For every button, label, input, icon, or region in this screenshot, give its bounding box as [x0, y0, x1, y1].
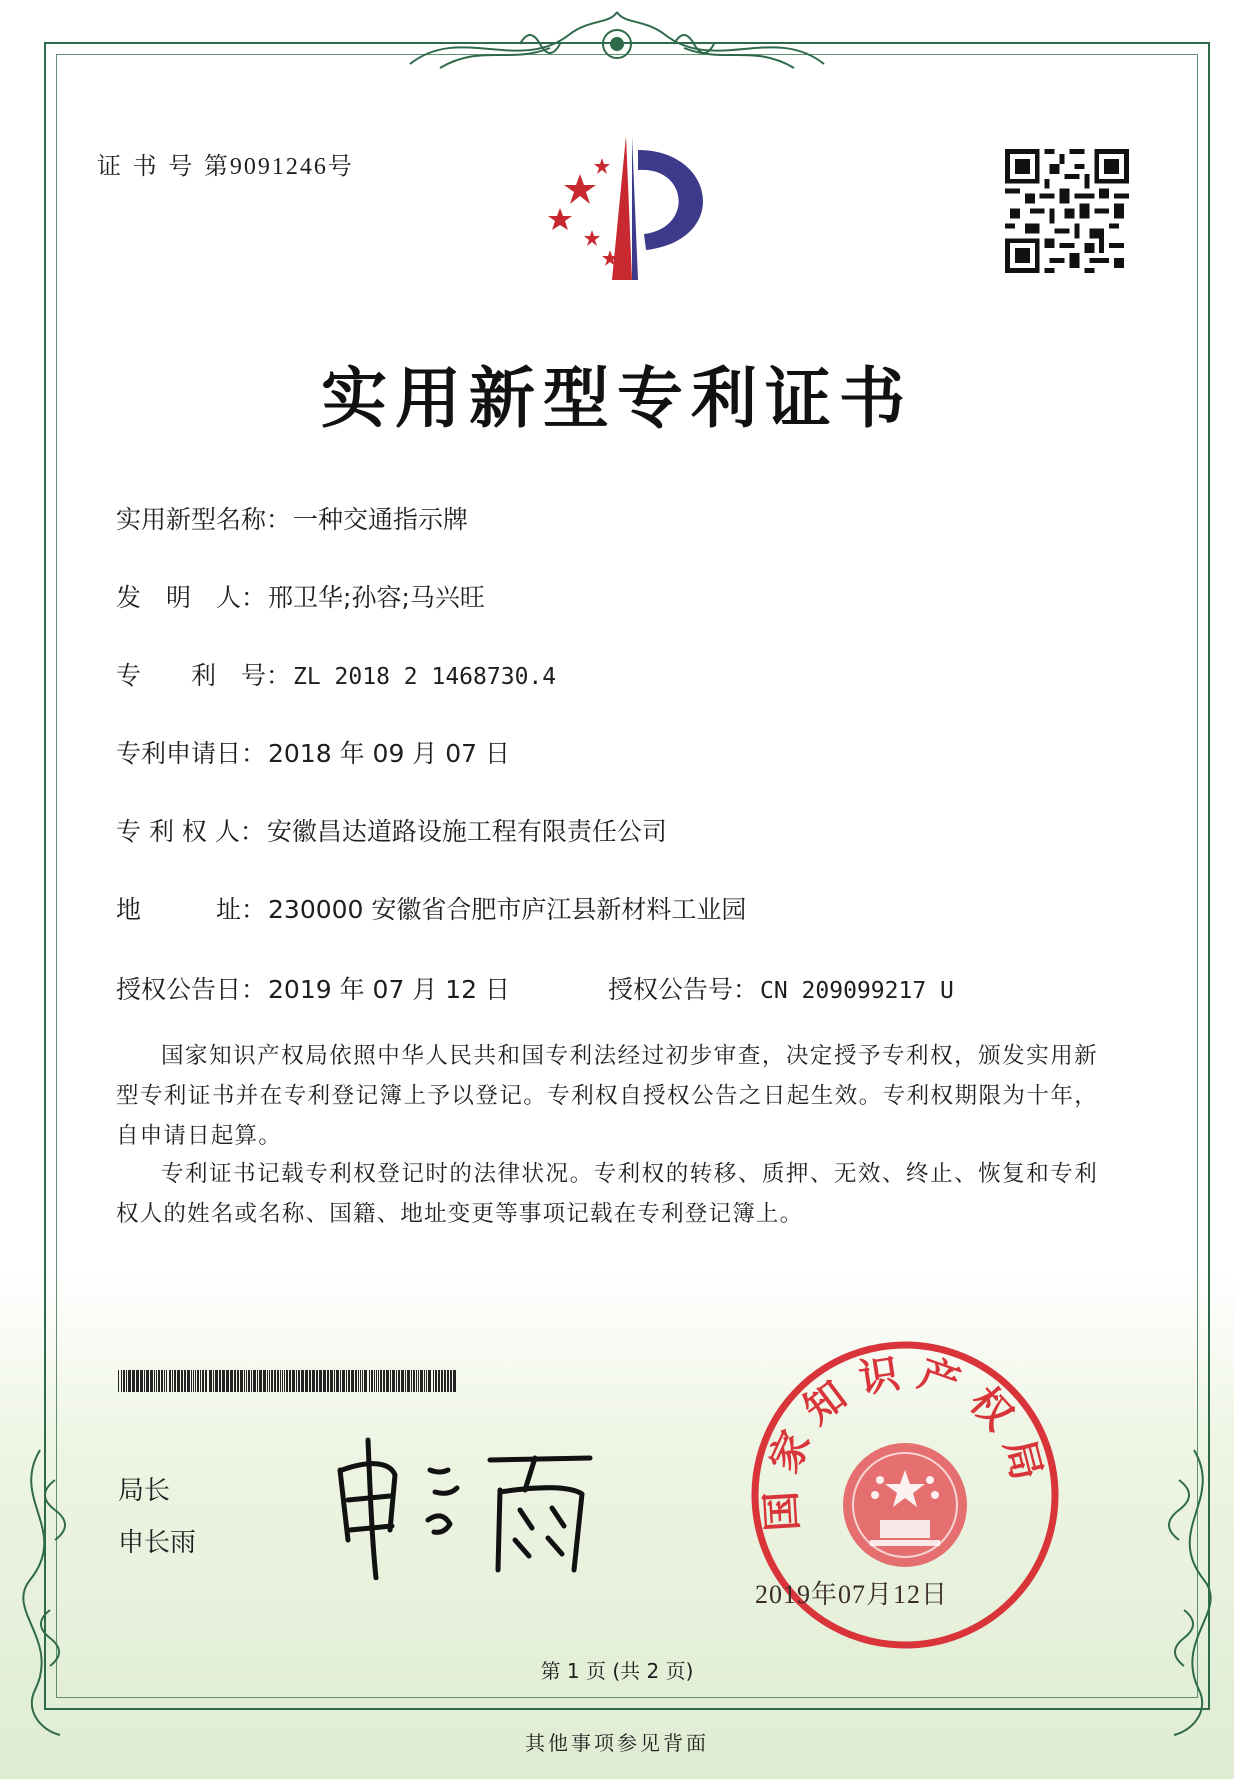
patent-no-label: 专 利 号：	[116, 661, 292, 690]
page-number: 第 1 页 (共 2 页)	[540, 1659, 694, 1683]
field-grant-date	[116, 970, 510, 1006]
certificate-number-value: 9091246	[229, 154, 328, 180]
filing-date-value: 2018 年 09 月 07 日	[268, 739, 510, 768]
field-patentee	[116, 812, 667, 848]
address-label: 地 址：	[116, 895, 267, 924]
address-value: 230000 安徽省合肥市庐江县新材料工业园	[268, 895, 747, 924]
bottom-left-ornament	[0, 1440, 90, 1740]
filing-date-label: 专利申请日：	[116, 739, 267, 768]
bottom-right-ornament	[1144, 1440, 1234, 1740]
field-address	[116, 890, 746, 926]
patent-no-value: ZL 2018 2 1468730.4	[293, 664, 557, 690]
grant-no-label: 授权公告号：	[608, 975, 759, 1004]
field-model-name	[116, 500, 468, 536]
top-ornament	[400, 4, 834, 80]
barcode	[118, 1370, 456, 1392]
field-patent-no	[116, 656, 556, 692]
certificate-number	[97, 146, 354, 181]
grant-no-value: CN 209099217 U	[760, 978, 954, 1004]
certificate-number-suffix: 号	[327, 152, 354, 180]
model-name-value: 一种交通指示牌	[293, 505, 469, 534]
signatory-name: 申长雨	[118, 1528, 197, 1558]
grant-statement-paragraph: 国家知识产权局依照中华人民共和国专利法经过初步审查，决定授予专利权，颁发实用新型专利证书并在专利登记簿上予以登记。专利权自授权公告之日起生效。专利权期限为十年，自申请日起算。	[116, 1043, 1098, 1149]
field-inventor	[116, 578, 485, 614]
patentee-label: 专 利 权 人：	[116, 817, 265, 846]
seal-text: 国家知识产权局	[757, 1348, 1054, 1533]
field-filing-date	[116, 734, 510, 770]
grant-date-label: 授权公告日：	[116, 975, 267, 1004]
handwritten-signature	[320, 1430, 610, 1580]
grant-date-value: 2019 年 07 月 12 日	[268, 975, 510, 1004]
certificate-number-prefix: 证 书 号 第	[97, 152, 230, 180]
seal-date: 2019年07月12日	[755, 1580, 949, 1609]
model-name-label: 实用新型名称：	[116, 505, 292, 534]
legal-status-paragraph: 专利证书记载专利权登记时的法律状况。专利权的转移、质押、无效、终止、恢复和专利权人的姓名或名称、国籍、地址变更等事项记载在专利登记簿上。	[116, 1161, 1098, 1227]
inventor-label: 发 明 人：	[116, 583, 267, 612]
back-side-note: 其他事项参见背面	[525, 1731, 709, 1755]
patentee-value: 安徽昌达道路设施工程有限责任公司	[266, 817, 667, 846]
certificate-title: 实用新型专利证书	[321, 360, 913, 437]
field-grant-no	[608, 970, 954, 1006]
inventor-value: 邢卫华;孙容;马兴旺	[268, 583, 485, 612]
cnipa-logo	[516, 130, 720, 290]
qr-code	[1005, 147, 1129, 275]
signatory-role: 局长	[118, 1476, 171, 1506]
